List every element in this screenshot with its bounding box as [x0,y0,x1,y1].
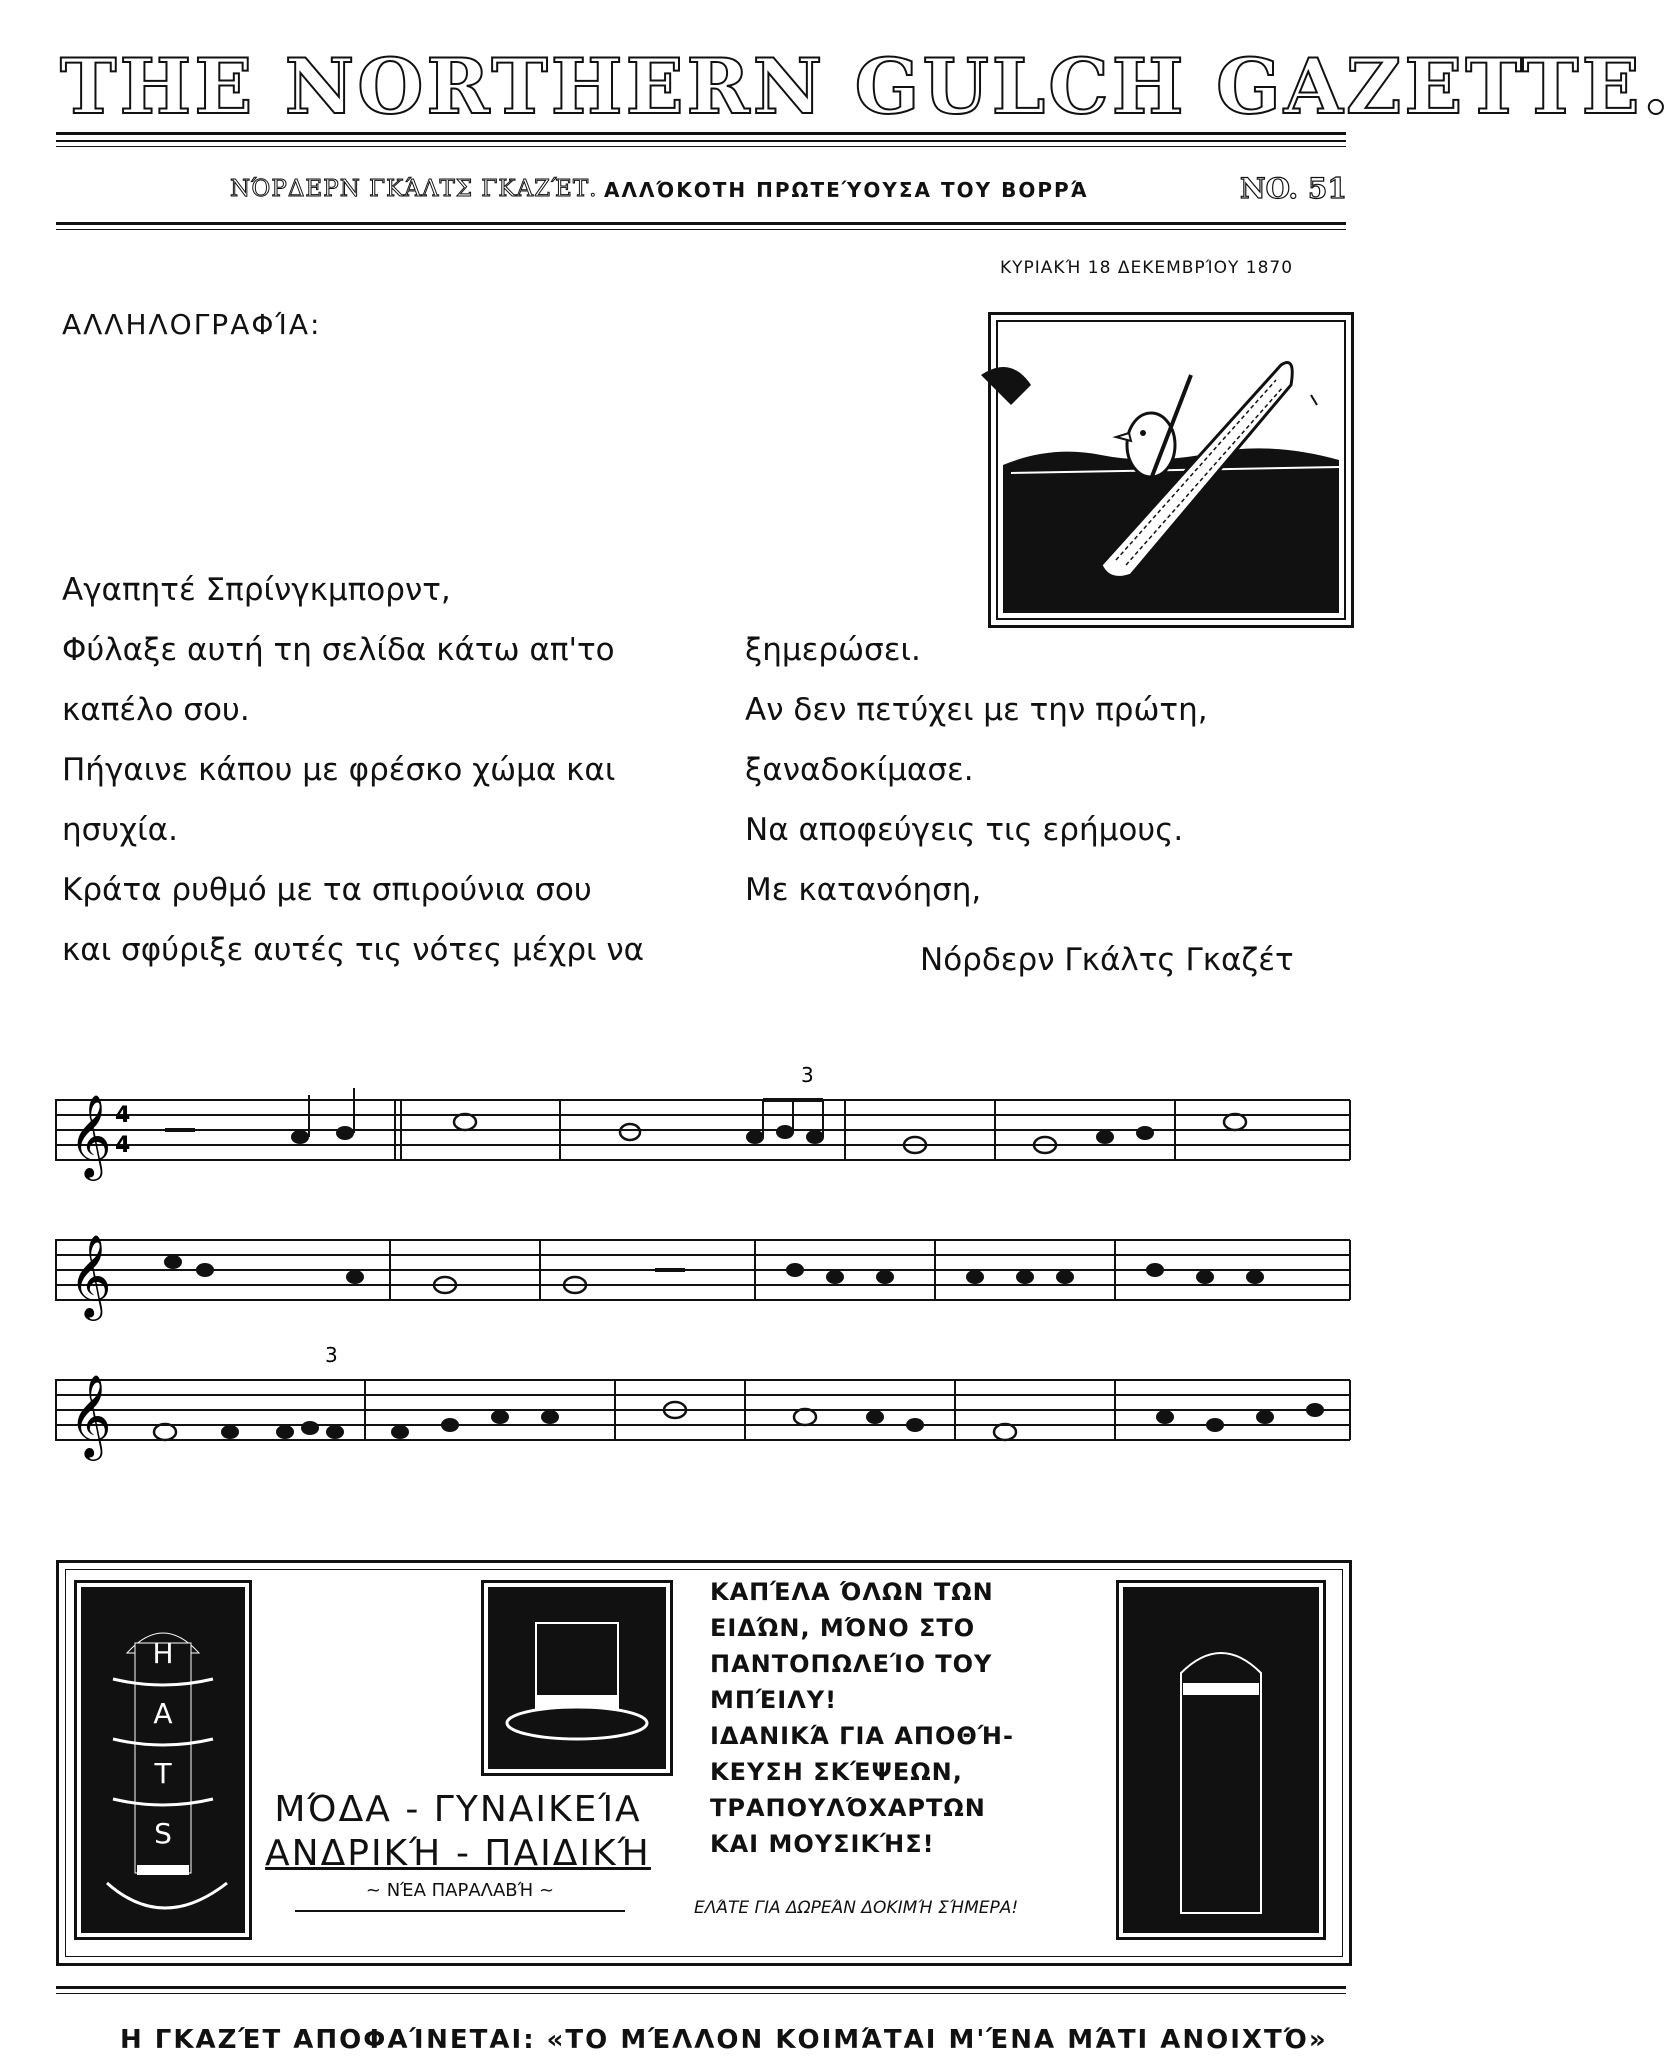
letter-line: Αν δεν πετύχει με την πρώτη, [745,692,1208,728]
letter-line: καπέλο σου. [62,692,250,728]
tall-hat-panel [1116,1580,1326,1940]
footer-motto: Η ΓΚΑΖΈΤ ΑΠΟΦΑΊΝΕΤΑΙ: «ΤΟ ΜΈΛΛΟΝ ΚΟΙΜΆΤΑΙ Μ'ΈΝΑ ΜΆΤΙ ΑΝΟΙΧΤΌ» [120,2025,1328,2055]
ad-pitch-line: ΤΡΑΠΟΥΛΌΧΑΡΤΩΝ [710,1794,986,1822]
letter-left-column [62,560,644,980]
footer-rule-thin [56,1993,1346,1994]
hat-letter: S [154,1817,172,1850]
section-heading: ΑΛΛΗΛΟΓΡΑΦΊΑ: [62,308,322,341]
footer-rule [56,1986,1346,1989]
fashion-heading [258,1788,658,1876]
hat-stack-icon [77,1583,249,1937]
letter-line: ησυχία. [62,812,178,848]
music-staff-3 [55,1340,1355,1460]
hat-letter: H [152,1637,174,1670]
tall-hat-icon [1119,1583,1323,1937]
fashion-line: ΜΌΔΑ - ΓΥΝΑΙΚΕΊΑ [274,1789,642,1830]
masthead-rule-thin [56,140,1346,142]
letter-line: Με κατανόηση, [745,872,982,908]
letter-line: ξημερώσει. [745,632,921,668]
ad-pitch-line: ΜΠΈΙΛΥ! [710,1686,838,1714]
ad-pitch-line: ΕΙΔΏΝ, ΜΌΝΟ ΣΤΟ [710,1614,976,1642]
subtitle-name: ΝΌΡΔΕΡΝ ΓΚΆΛΤΣ ΓΚΑΖΈΤ. [230,176,598,202]
issue-number: NO. 51 [1240,172,1347,205]
treble-clef-icon: 𝄞 [69,1093,112,1177]
ad-pitch-line: ΚΑΠΈΛΑ ΌΛΩΝ ΤΩΝ [710,1578,994,1606]
ad-underline [295,1910,625,1912]
time-signature-top: 4 [115,1103,131,1128]
top-hat-panel [481,1580,673,1776]
issue-date: ΚΥΡΙΑΚΉ 18 ΔΕΚΕΜΒΡΊΟΥ 1870 [1000,258,1294,278]
letter-line: Κράτα ρυθμό με τα σπιρούνια σου [62,872,592,908]
masthead-rule-thin-2 [56,146,1346,147]
call-to-action: ΕΛΆΤΕ ΓΙΑ ΔΩΡΕΆΝ ΔΟΚΙΜΉ ΣΉΜΕΡΑ! [694,1898,1019,1918]
letter-line: Αγαπητέ Σπρίνγκμπορντ, [62,572,451,608]
top-hat-icon [484,1583,670,1773]
new-arrival-label: ~ ΝΈΑ ΠΑΡΑΛΑΒΉ ~ [365,1880,555,1901]
header-rule-thin [56,229,1346,230]
ad-pitch-line: ΠΑΝΤΟΠΩΛΕΊΟ ΤΟΥ [710,1650,993,1678]
letter-line: Να αποφεύγεις τις ερήμους. [745,812,1184,848]
fashion-line: ΑΝΔΡΙΚΉ - ΠΑΙΔΙΚΉ [265,1833,651,1874]
hat-letter: T [154,1757,172,1790]
letter-signature: Νόρδερν Γκάλτς Γκαζέτ [920,942,1294,978]
masthead-rule [56,132,1346,135]
ad-pitch-line: ΙΔΑΝΙΚΆ ΓΙΑ ΑΠΟΘΉ- [710,1722,1014,1750]
ad-pitch [710,1574,1014,1862]
ad-pitch-line: ΚΕΥΣΗ ΣΚΈΨΕΩΝ, [710,1758,963,1786]
letter-line: ξαναδοκίμασε. [745,752,974,788]
music-staff-2 [55,1200,1355,1320]
letter-line: Φύλαξε αυτή τη σελίδα κάτω απ'το [62,632,615,668]
time-signature-bottom: 4 [115,1133,131,1158]
hat-stack-panel [74,1580,252,1940]
rowing-bird-illustration [991,315,1351,625]
header-rule [56,222,1346,225]
note-group [165,1088,1246,1153]
music-staff-1 [55,1060,1355,1180]
subtitle-tagline: ΑΛΛΌΚΟΤΗ ΠΡΩΤΕΎΟΥΣΑ ΤΟΥ ΒΟΡΡΆ [604,178,1089,202]
note-group [154,1402,1324,1440]
boat-illustration [988,312,1354,628]
ad-pitch-line: ΚΑΙ ΜΟΥΣΙΚΉΣ! [710,1830,935,1858]
letter-line: Πήγαινε κάπου με φρέσκο χώμα και [62,752,616,788]
hat-letter: A [153,1697,173,1730]
treble-clef-icon: 𝄞 [69,1373,112,1457]
triplet-mark: 3 [801,1063,814,1087]
note-group [164,1255,1264,1293]
letter-right-column [745,620,1208,920]
letter-line: και σφύριξε αυτές τις νότες μέχρι να [62,932,645,968]
masthead-title: THE NORTHERN GULCH GAZETTE. [60,42,1672,131]
triplet-mark: 3 [325,1343,338,1367]
treble-clef-icon: 𝄞 [69,1233,112,1317]
